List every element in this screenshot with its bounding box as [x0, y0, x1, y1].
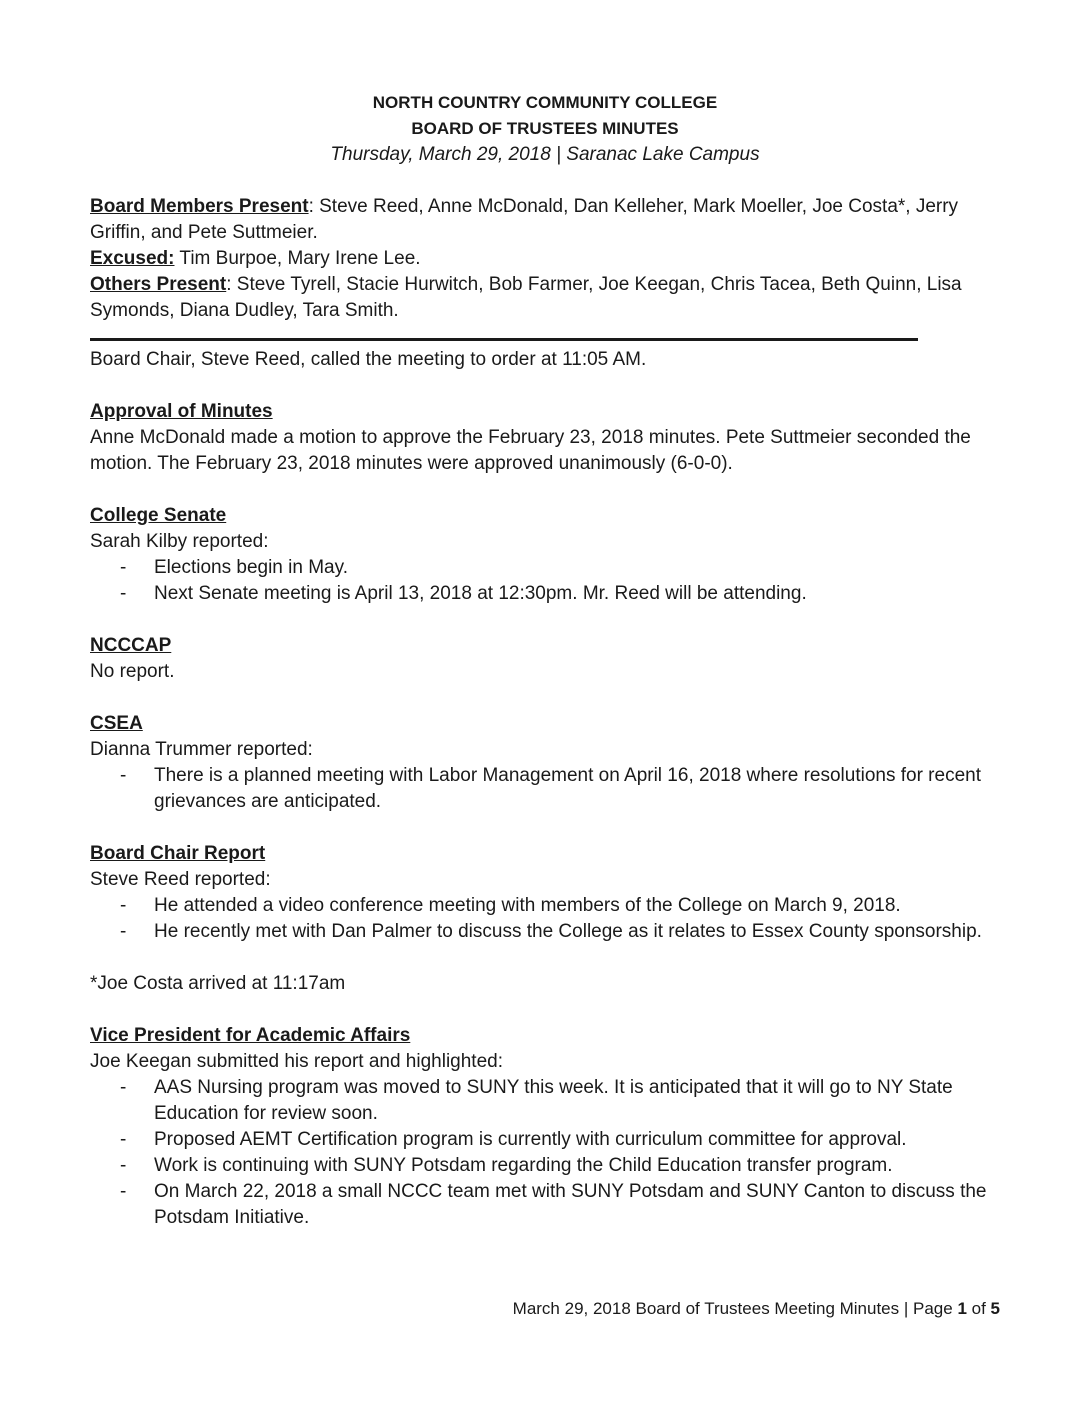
- document-title: BOARD OF TRUSTEES MINUTES: [411, 119, 679, 138]
- excused-label: Excused:: [90, 248, 175, 269]
- section-intro: Joe Keegan submitted his report and highlighted:: [90, 1051, 503, 1072]
- others-present-label: Others Present: [90, 274, 227, 295]
- footer-text: March 29, 2018 Board of Trustees Meeting Minutes | Page: [512, 1299, 958, 1318]
- section-intro: Dianna Trummer reported:: [90, 739, 313, 760]
- others-present-list: : Steve Tyrell, Stacie Hurwitch, Bob Farmer, Joe Keegan, Chris Tacea, Beth Quinn, Lisa Symonds, Diana Dudley, Tara Smith.: [90, 274, 962, 321]
- list-item: - He attended a video conference meeting with members of the College on March 9, 2018.: [90, 893, 1010, 919]
- meeting-date-location: Thursday, March 29, 2018 | Saranac Lake Campus: [330, 144, 760, 165]
- page-total: 5: [990, 1299, 1000, 1318]
- list-item: - Proposed AEMT Certification program is currently with curriculum committee for approval.: [90, 1127, 1010, 1153]
- section-heading: Vice President for Academic Affairs: [90, 1025, 411, 1046]
- bullet-list: [90, 893, 1010, 945]
- attendance-block: [90, 194, 1010, 324]
- excused-list: Tim Burpoe, Mary Irene Lee.: [174, 248, 421, 269]
- others-present: [90, 272, 1010, 324]
- section-heading: Board Chair Report: [90, 843, 266, 864]
- section-csea: [90, 711, 1010, 815]
- section-text: No report.: [90, 661, 175, 682]
- list-item: - Elections begin in May.: [90, 555, 1010, 581]
- excused: [90, 246, 1010, 272]
- bullet-list: [90, 763, 1010, 815]
- section-college-senate: [90, 503, 1010, 607]
- section-intro: Sarah Kilby reported:: [90, 531, 269, 552]
- members-present-label: Board Members Present: [90, 196, 309, 217]
- section-board-chair-report: [90, 841, 1010, 945]
- members-present-list: : Steve Reed, Anne McDonald, Dan Kelleher, Mark Moeller, Joe Costa*, Jerry Griffin, and Pete Suttmeier.: [90, 196, 959, 243]
- section-ncccap: [90, 633, 1010, 685]
- list-item: - On March 22, 2018 a small NCCC team met with SUNY Potsdam and SUNY Canton to discuss the Potsdam Initiative.: [90, 1179, 1010, 1231]
- list-item: - Work is continuing with SUNY Potsdam regarding the Child Education transfer program.: [90, 1153, 1010, 1179]
- minutes-page: [90, 90, 1010, 1231]
- section-heading: CSEA: [90, 713, 143, 734]
- section-heading: College Senate: [90, 505, 227, 526]
- call-to-order: Board Chair, Steve Reed, called the meeting to order at 11:05 AM.: [90, 349, 647, 370]
- arrival-note: *Joe Costa arrived at 11:17am: [90, 973, 346, 994]
- bullet-list: [90, 555, 1010, 607]
- footer-of: of: [966, 1299, 991, 1318]
- members-present: [90, 194, 1010, 246]
- bullet-list: [90, 1075, 1010, 1231]
- section-heading: NCCCAP: [90, 635, 172, 656]
- divider-line: [90, 338, 918, 341]
- page-number: 1: [957, 1299, 967, 1318]
- list-item: - There is a planned meeting with Labor Management on April 16, 2018 where resolutions for recent grievances are anticipated.: [90, 763, 1010, 815]
- list-item: - Next Senate meeting is April 13, 2018 at 12:30pm. Mr. Reed will be attending.: [90, 581, 1010, 607]
- document-header: [80, 90, 1010, 168]
- page-footer: [513, 1296, 1000, 1322]
- list-item: - He recently met with Dan Palmer to discuss the College as it relates to Essex County sponsorship.: [90, 919, 1010, 945]
- section-intro: Steve Reed reported:: [90, 869, 271, 890]
- section-vp-academic-affairs: [90, 1023, 1010, 1231]
- section-heading: Approval of Minutes: [90, 401, 273, 422]
- section-approval-of-minutes: [90, 399, 1010, 477]
- section-text: Anne McDonald made a motion to approve the February 23, 2018 minutes. Pete Suttmeier seconded the motion. The February 23, 2018 minutes were approved unanimously (6-0-0).: [90, 427, 971, 474]
- college-name: NORTH COUNTRY COMMUNITY COLLEGE: [372, 93, 718, 112]
- list-item: - AAS Nursing program was moved to SUNY this week. It is anticipated that it will go to NY State Education for review soon.: [90, 1075, 1010, 1127]
